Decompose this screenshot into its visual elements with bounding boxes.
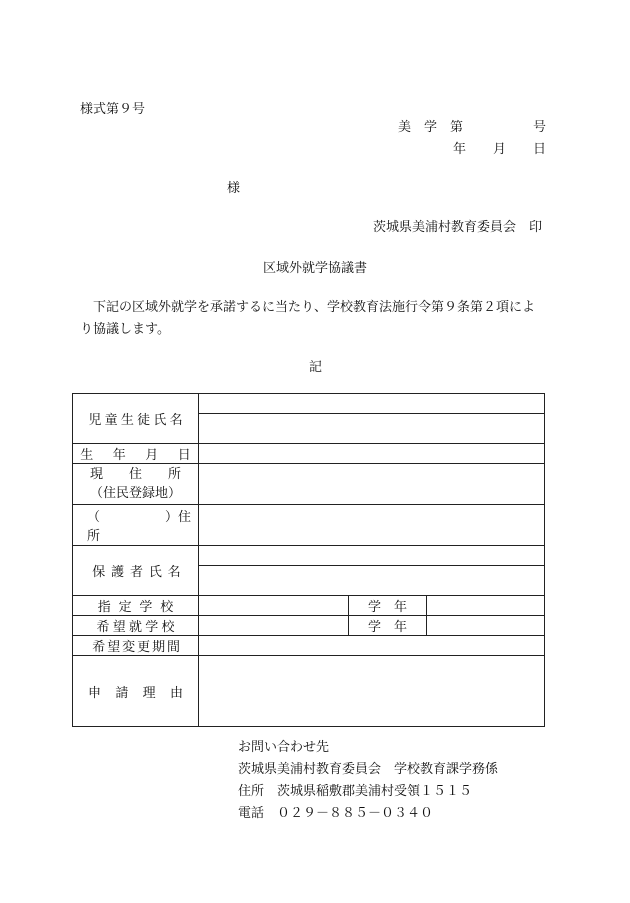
other-address-label: （ ）住所: [73, 505, 199, 546]
address-field[interactable]: [199, 464, 545, 505]
document-title: 区域外就学協議書: [263, 261, 368, 276]
date-year: 年: [453, 142, 467, 157]
body-line-2: り協議します。: [80, 322, 170, 337]
designated-school-field[interactable]: [199, 596, 349, 616]
sender: 茨城県美浦村教育委員会 印: [373, 220, 543, 235]
address-label-line2: （住民登録地）: [89, 486, 181, 501]
form-number: 様式第９号: [80, 102, 146, 117]
contact-org: 茨城県美浦村教育委員会 学校教育課学務係: [238, 762, 499, 777]
application-table: [72, 393, 545, 727]
date-day: 日: [533, 142, 547, 157]
birthdate-label: 生 年 月 日: [73, 444, 199, 464]
guardian-name-kana-field[interactable]: [199, 546, 545, 566]
contact-heading: お問い合わせ先: [238, 740, 330, 755]
guardian-name-field[interactable]: [199, 566, 545, 596]
addressee-suffix: 様: [227, 181, 241, 196]
ki-heading: 記: [309, 360, 323, 375]
change-period-field[interactable]: [199, 636, 545, 656]
grade-label-1: 学 年: [349, 596, 427, 616]
date-month: 月: [493, 142, 507, 157]
other-address-field[interactable]: [199, 505, 545, 546]
reason-field[interactable]: [199, 656, 545, 727]
grade-label-2: 学 年: [349, 616, 427, 636]
address-label-line1: 現 住 所: [89, 467, 181, 482]
reason-label: 申請理由: [73, 656, 199, 727]
birthdate-field[interactable]: [199, 444, 545, 464]
guardian-name-label: 保護者氏名: [73, 546, 199, 596]
grade-field-2[interactable]: [427, 616, 545, 636]
designated-school-label: 指定学校: [73, 596, 199, 616]
contact-address: 住所 茨城県稲敷郡美浦村受領１５１５: [238, 784, 473, 799]
doc-number-prefix: 美 学 第: [398, 120, 464, 135]
desired-school-label: 希望就学校: [73, 616, 199, 636]
student-name-label: 児童生徒氏名: [73, 394, 199, 444]
body-line-1: 下記の区域外就学を承諾するに当たり、学校教育法施行令第９条第２項によ: [93, 300, 536, 315]
address-label: [73, 464, 199, 505]
student-name-kana-field[interactable]: [199, 394, 545, 414]
document-number-block: [398, 116, 548, 160]
contact-phone: 電話 ０２９－８８５－０３４０: [238, 806, 434, 821]
doc-number-suffix: 号: [533, 120, 547, 135]
change-period-label: 希望変更期間: [73, 636, 199, 656]
desired-school-field[interactable]: [199, 616, 349, 636]
student-name-field[interactable]: [199, 414, 545, 444]
grade-field-1[interactable]: [427, 596, 545, 616]
